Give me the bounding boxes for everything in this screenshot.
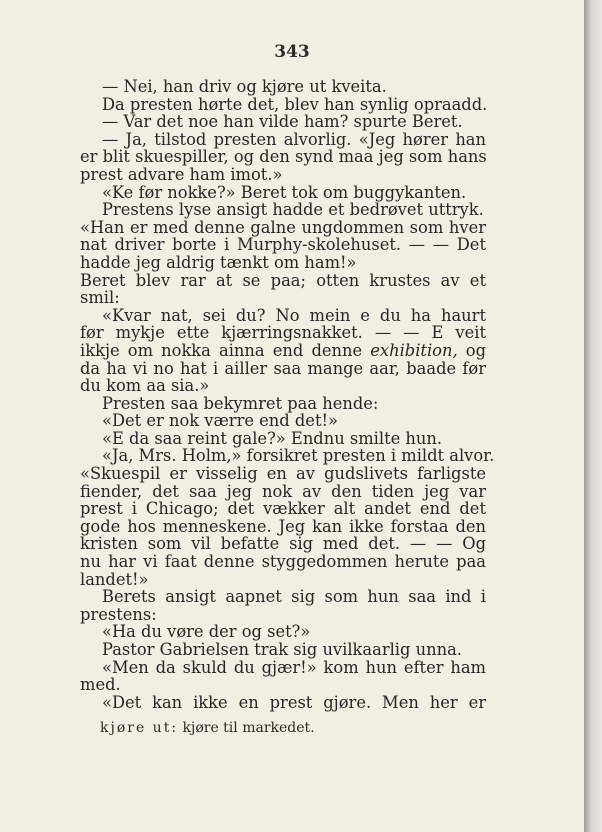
text-line: Beret blev rar at se paa; otten krustes av et bbox=[80, 270, 486, 290]
body-text bbox=[80, 77, 495, 712]
text-line: er blit skuespiller, og den synd maa jeg som hans bbox=[80, 147, 487, 167]
text-line: hadde jeg aldrig tænkt om ham!» bbox=[80, 252, 357, 272]
text-line: Prestens lyse ansigt hadde et bedrøvet uttryk. bbox=[102, 200, 484, 220]
text-line bbox=[80, 342, 486, 360]
scan-edge bbox=[584, 0, 602, 832]
text-line: prestens: bbox=[80, 604, 157, 624]
text-line: prest advare ham imot.» bbox=[80, 164, 283, 184]
text-line: med. bbox=[80, 675, 121, 695]
page-number: 343 bbox=[274, 42, 310, 62]
text-line: — Var det noe han vilde ham? spurte Beret. bbox=[102, 112, 463, 132]
text-line: gode hos menneskene. Jeg kan ikke forstaa den bbox=[80, 516, 486, 536]
footnote-definition: kjøre til markedet. bbox=[178, 720, 315, 736]
footnote-term: kjøre ut: bbox=[100, 720, 179, 736]
text-line: «Han er med denne galne ungdommen som hver bbox=[80, 217, 486, 237]
text-line: «Ha du vøre der og set?» bbox=[102, 622, 311, 642]
text-line: «Men da skuld du gjær!» kom hun efter ham bbox=[102, 657, 486, 677]
text-line: du kom aa sia.» bbox=[80, 376, 210, 396]
text-line: Berets ansigt aapnet sig som hun saa ind i bbox=[102, 587, 486, 607]
italic-word: exhibition, bbox=[370, 340, 458, 360]
text-line: «Skuespil er visselig en av gudslivets farligste bbox=[80, 464, 486, 484]
text-line: prest i Chicago; det vækker alt andet end det bbox=[80, 499, 486, 519]
text-line: før mykje ette kjærringsnakket. — — E veit bbox=[80, 323, 486, 343]
text-line: — Ja, tilstod presten alvorlig. «Jeg hører han bbox=[102, 129, 486, 149]
footnote bbox=[100, 720, 315, 736]
text-line: nu har vi faat denne styggedommen herute paa bbox=[80, 552, 486, 572]
text-line: «Det kan ikke en prest gjøre. Men her er bbox=[102, 692, 486, 712]
text-line: «Kvar nat, sei du? No mein e du ha haurt bbox=[102, 305, 486, 325]
text-line: landet!» bbox=[80, 569, 149, 589]
text-line: Da presten hørte det, blev han synlig opraadd. bbox=[102, 94, 488, 114]
text-line: kristen som vil befatte sig med det. — — Og bbox=[80, 534, 486, 554]
text-segment: og bbox=[457, 340, 486, 360]
text-line: «Ja, Mrs. Holm,» forsikret presten i mildt alvor. bbox=[102, 446, 495, 466]
text-line: nat driver borte i Murphy-skolehuset. — — Det bbox=[80, 235, 486, 255]
text-line: Pastor Gabrielsen trak sig uvilkaarlig unna. bbox=[102, 640, 462, 659]
text-line: «Det er nok værre end det!» bbox=[102, 411, 338, 431]
text-line: — Nei, han driv og kjøre ut kveita. bbox=[102, 77, 387, 96]
text-line: «E da saa reint gale?» Endnu smilte hun. bbox=[102, 428, 443, 448]
text-segment: ikkje om nokka ainna end denne bbox=[80, 340, 371, 360]
text-line: «Ke før nokke?» Beret tok om buggykanten. bbox=[102, 182, 467, 202]
text-line: fiender, det saa jeg nok av den tiden jeg var bbox=[80, 481, 486, 501]
text-line: Presten saa bekymret paa hende: bbox=[102, 393, 379, 413]
text-line: da ha vi no hat i ailler saa mange aar, baade før bbox=[80, 358, 486, 378]
text-line: smil: bbox=[80, 288, 120, 308]
